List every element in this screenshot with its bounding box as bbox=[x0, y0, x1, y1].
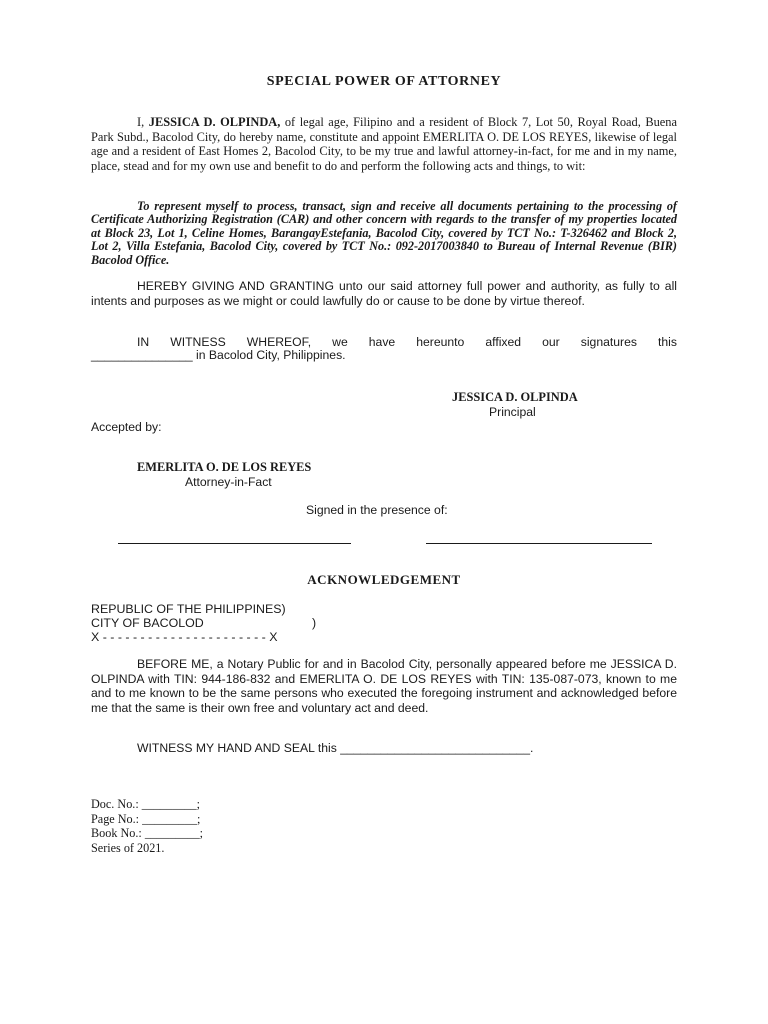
principal-role: Principal bbox=[489, 405, 536, 419]
witness-tail: in Bacolod City, Philippines. bbox=[192, 348, 346, 362]
venue-line-2-paren: ) bbox=[312, 616, 317, 630]
notarial-register bbox=[91, 797, 203, 855]
seal-blank: ____________________________ bbox=[340, 741, 530, 755]
attorney-name: EMERLITA O. DE LOS REYES bbox=[137, 460, 312, 474]
date-blank: _______________ bbox=[91, 348, 193, 362]
accepted-by-label: Accepted by: bbox=[91, 420, 162, 434]
before-me-paragraph: BEFORE ME, a Notary Public for and in Bacolod City, personally appeared before me JESSICA D. OLPINDA with TIN: 944-186-832 and EMERLITA O. DE LOS REYES with TIN: 135-087-073, known to me and to me known to be the same persons who executed the foregoing instrument and acknowledged before me that the same is their own free and voluntary act and deed. bbox=[91, 657, 677, 715]
venue-line-2: CITY OF BACOLOD bbox=[91, 616, 204, 630]
witness-signature-line-1 bbox=[118, 543, 351, 544]
series: Series of 2021. bbox=[91, 840, 165, 855]
opening-body: of legal age, Filipino and a resident of Block 7, Lot 50, Royal Road, Buena Park Subd., Bacolod City, do hereby name, constitute and appoint EMERLITA O. DE LOS REYES, likewise of legal age and a resident of East Homes 2, Bacolod City, to be my true and lawful attorney-in-fact, for me and in my name, place, stead and for my own use and benefit to do and perform the following acts and things, to wit: bbox=[91, 115, 677, 173]
book-no: Book No.: _________; bbox=[91, 826, 204, 841]
seal-end: . bbox=[529, 741, 534, 755]
hereby-paragraph: HEREBY GIVING AND GRANTING unto our said attorney full power and authority, as fully to all intents and purposes as we might or could lawfully do or cause to be done by virtue thereof. bbox=[91, 279, 677, 308]
witness-lead: IN WITNESS WHEREOF, we have hereunto affixed our signatures this bbox=[137, 335, 677, 349]
opening-paragraph bbox=[91, 115, 677, 173]
venue-line-1: REPUBLIC OF THE PHILIPPINES) bbox=[91, 602, 286, 616]
principal-name-inline: JESSICA D. OLPINDA, bbox=[148, 115, 281, 129]
doc-no: Doc. No.: _________; bbox=[91, 797, 201, 811]
seal-line bbox=[137, 741, 533, 755]
document-title: SPECIAL POWER OF ATTORNEY bbox=[266, 74, 502, 89]
acknowledgement-title: ACKNOWLEDGEMENT bbox=[307, 572, 461, 587]
principal-name: JESSICA D. OLPINDA bbox=[452, 390, 578, 404]
signed-presence-label: Signed in the presence of: bbox=[306, 503, 448, 517]
venue-line-3: X - - - - - - - - - - - - - - - - - - - - - - X bbox=[91, 630, 278, 644]
witness-line bbox=[91, 348, 346, 363]
page-no: Page No.: _________; bbox=[91, 811, 201, 826]
opening-prefix: I, bbox=[137, 115, 149, 129]
seal-text: WITNESS MY HAND AND SEAL this bbox=[137, 741, 337, 755]
grant-of-authority: To represent myself to process, transact, sign and receive all documents pertaining to the processing of Certificate Authorizing Registration (CAR) and other concern with regards to the transfer of my properties located at Block 23, Lot 1, Celine Homes, BarangayEstefania, Bacolod City, covered by TCT No.: T-326462 and Block 2, Lot 2, Villa Estefania, Bacolod City, covered by TCT No.: 092-2017003840 to Bureau of Internal Revenue (BIR) Bacolod Office. bbox=[91, 199, 677, 267]
witness-signature-line-2 bbox=[426, 543, 652, 544]
attorney-role: Attorney-in-Fact bbox=[185, 475, 272, 489]
